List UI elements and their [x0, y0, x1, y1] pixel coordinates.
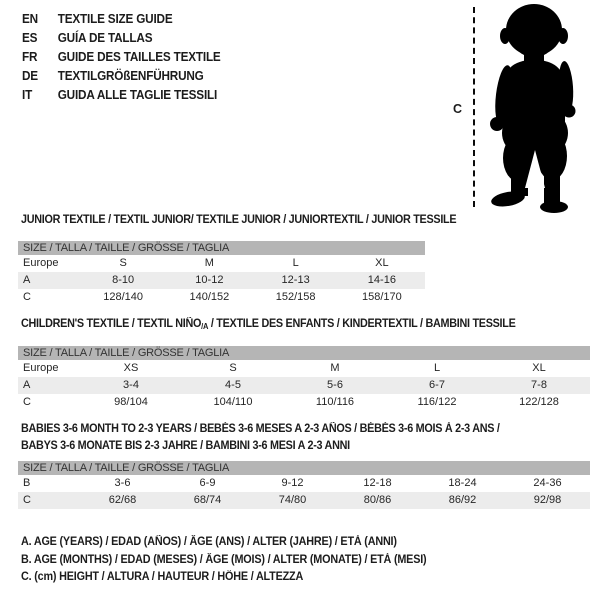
table-cell: 158/170	[361, 291, 402, 303]
table-row-age-months	[18, 475, 590, 492]
children-size-table	[18, 346, 590, 411]
section-title-junior: JUNIOR TEXTILE / TEXTIL JUNIOR/ TEXTILE JUNIOR / JUNIORTEXTIL / JUNIOR TESSILE	[21, 214, 457, 226]
table-cell: 62/68	[108, 494, 137, 506]
language-code: FR	[22, 50, 38, 64]
babies-size-table	[18, 461, 590, 509]
table-row-europe	[18, 255, 425, 272]
table-cell: 116/122	[417, 396, 457, 408]
language-row-fr	[22, 48, 221, 67]
table-cell: 12-13	[281, 274, 310, 286]
table-cell: 6-9	[199, 477, 216, 489]
table-cell: S	[119, 257, 127, 269]
legend-note-a: A. AGE (YEARS) / EDAD (AÑOS) / ÂGE (ANS) / ALTER (JAHRE) / ETÀ (ANNI)	[21, 536, 397, 548]
size-header-row: SIZE / TALLA / TAILLE / GRÖSSE / TAGLIA	[18, 346, 590, 360]
row-label-cell: C	[23, 494, 31, 506]
row-label-cell: Europe	[23, 257, 59, 269]
row-label-cell: B	[23, 477, 31, 489]
table-row-height	[18, 394, 590, 411]
table-cell: 8-10	[112, 274, 135, 286]
row-label-cell: Europe	[23, 362, 59, 374]
table-cell: 3-4	[123, 379, 139, 391]
row-label-cell: A	[23, 274, 31, 286]
table-cell: 98/104	[114, 396, 148, 408]
table-cell: L	[292, 257, 299, 269]
language-code: IT	[22, 88, 33, 102]
title-text: CHILDREN'S TEXTILE / TEXTIL NIÑO	[21, 318, 202, 330]
table-cell: 12-18	[363, 477, 392, 489]
height-measure-label: C	[453, 102, 463, 116]
legend-notes	[21, 534, 452, 587]
table-cell: 18-24	[448, 477, 477, 489]
table-row-europe	[18, 360, 590, 377]
table-cell: 74/80	[278, 494, 307, 506]
table-cell: M	[330, 362, 340, 374]
table-cell: 122/128	[519, 396, 559, 408]
language-title: GUIDE DES TAILLES TEXTILE	[57, 50, 221, 64]
language-code: ES	[22, 31, 38, 45]
language-row-es	[22, 29, 221, 48]
table-cell: 3-6	[114, 477, 131, 489]
row-label-cell: A	[23, 379, 31, 391]
table-cell: XL	[532, 362, 546, 374]
language-title: TEXTILGRÖßENFÜHRUNG	[57, 69, 204, 83]
title-line: BABYS 3-6 MONATE BIS 2-3 JAHRE / BAMBINI 3-6 MESI A 2-3 ANNI	[21, 439, 350, 452]
language-code: DE	[22, 69, 38, 83]
table-cell: XS	[123, 362, 139, 374]
table-cell: M	[204, 257, 214, 269]
size-header-row: SIZE / TALLA / TAILLE / GRÖSSE / TAGLIA	[18, 241, 425, 255]
title-subscript: /A	[201, 322, 209, 331]
table-cell: 7-8	[531, 379, 547, 391]
language-title: GUÍA DE TALLAS	[57, 31, 153, 45]
table-cell: 152/158	[275, 291, 316, 303]
baby-silhouette-icon	[480, 2, 590, 214]
table-cell: 4-5	[225, 379, 241, 391]
title-line: BABIES 3-6 MONTH TO 2-3 YEARS / BEBÉS 3-6 MESES A 2-3 AÑOS / BÉBÉS 3-6 MOIS À 2-3 ANS /	[21, 423, 500, 435]
legend-note-b: B. AGE (MONTHS) / EDAD (MESES) / ÂGE (MOIS) / ALTER (MONATE) / ETÀ (MESI)	[21, 553, 427, 566]
table-cell: 10-12	[195, 274, 224, 286]
language-row-en	[22, 10, 221, 29]
size-header-row: SIZE / TALLA / TAILLE / GRÖSSE / TAGLIA	[18, 461, 590, 475]
table-cell: 68/74	[193, 494, 222, 506]
table-row-age	[18, 377, 590, 394]
section-title-babies	[21, 421, 500, 454]
language-title: TEXTILE SIZE GUIDE	[57, 12, 173, 26]
table-cell: 5-6	[327, 379, 343, 391]
language-code: EN	[22, 12, 38, 26]
table-cell: S	[229, 362, 237, 374]
language-row-it	[22, 86, 221, 105]
table-row-height	[18, 289, 425, 306]
legend-note-c: C. (cm) HEIGHT / ALTURA / HAUTEUR / HÖHE / ALTEZZA	[21, 571, 304, 583]
section-title-children	[21, 318, 516, 331]
row-label-cell: C	[23, 396, 31, 408]
row-label-cell: C	[23, 291, 31, 303]
table-cell: 104/110	[213, 396, 253, 408]
height-measure-dashed-line	[473, 7, 475, 207]
language-title-list	[22, 10, 233, 105]
table-cell: 140/152	[189, 291, 230, 303]
table-cell: 24-36	[533, 477, 562, 489]
table-row-height	[18, 492, 590, 509]
table-cell: 9-12	[281, 477, 304, 489]
language-title: GUIDA ALLE TAGLIE TESSILI	[57, 88, 218, 102]
language-row-de	[22, 67, 221, 86]
table-cell: L	[433, 362, 441, 374]
title-text: / TEXTILE DES ENFANTS / KINDERTEXTIL / BAMBINI TESSILE	[208, 318, 516, 330]
table-cell: XL	[375, 257, 389, 269]
table-cell: 6-7	[429, 379, 445, 391]
table-cell: 86/92	[448, 494, 477, 506]
table-row-age	[18, 272, 425, 289]
table-cell: 110/116	[315, 396, 355, 408]
table-cell: 80/86	[363, 494, 392, 506]
table-cell: 128/140	[103, 291, 143, 303]
table-cell: 14-16	[367, 274, 396, 286]
table-cell: 92/98	[533, 494, 562, 506]
junior-size-table	[18, 241, 425, 306]
